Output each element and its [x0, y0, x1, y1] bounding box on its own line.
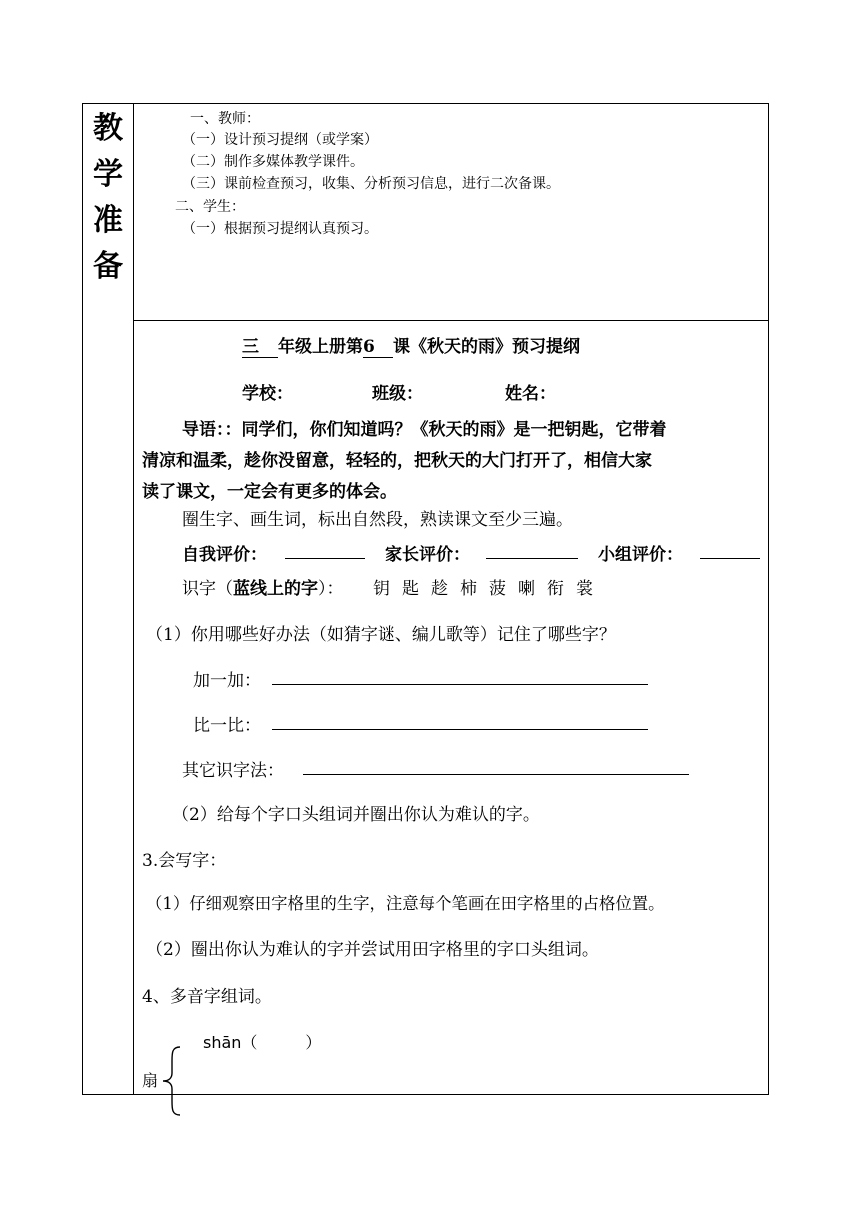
self-eval-blank [285, 558, 365, 559]
write-question-2: （2）圈出你认为难认的字并尝试用田字格里的字口头组词。 [146, 940, 599, 960]
char-item: 趁 [431, 579, 448, 599]
side-label-char: 准 [93, 203, 123, 238]
outline-title [242, 332, 580, 358]
question-1: （1）你用哪些好办法（如猜字谜、编儿歌等）记住了哪些字？ [146, 625, 616, 645]
method-add-blank [272, 684, 648, 685]
char-item: 钥 [373, 579, 390, 599]
teacher-item: （三）课前检查预习，收集、分析预习信息，进行二次备课。 [182, 176, 560, 192]
char-item: 喇 [518, 579, 535, 599]
recognize-prefix: 识字（ [182, 579, 233, 599]
brace-icon [160, 1045, 186, 1117]
char-item: 菠 [489, 579, 506, 599]
teacher-item: （二）制作多媒体教学课件。 [182, 154, 364, 170]
table-border-top [82, 103, 769, 104]
char-item: 裳 [576, 579, 593, 599]
name-label: 姓名： [505, 384, 556, 404]
intro-line: 导语：：同学们，你们知道吗？《秋天的雨》是一把钥匙，它带着 [182, 420, 667, 440]
polyphone-heading: 4、多音字组词。 [142, 987, 272, 1007]
intro-line: 清凉和温柔，趁你没留意，轻轻的，把秋天的大门打开了，相信大家 [142, 451, 652, 471]
recognize-chars [373, 574, 605, 599]
side-label [92, 106, 124, 290]
side-label-char: 学 [93, 157, 123, 192]
write-heading: 3.会写字： [142, 851, 227, 871]
teacher-item: （一）设计预习提纲（或学案） [182, 132, 378, 148]
parent-eval-blank [486, 558, 578, 559]
self-eval-label: 自我评价： [182, 545, 267, 565]
recognize-suffix: ）： [318, 579, 344, 599]
parent-eval-label: 家长评价： [385, 545, 470, 565]
side-label-char: 教 [93, 111, 123, 146]
class-label: 班级： [372, 384, 423, 404]
intro-line: 读了课文，一定会有更多的体会。 [142, 482, 397, 502]
table-row-divider [133, 320, 769, 321]
char-item: 衔 [547, 579, 564, 599]
method-other-blank [303, 774, 689, 775]
polyphone-reading: shān（ ） [203, 1033, 322, 1052]
side-label-char: 备 [93, 249, 123, 284]
student-item: （一）根据预习提纲认真预习。 [182, 221, 378, 237]
method-add-label: 加一加： [193, 671, 261, 691]
student-heading: 二、学生： [175, 199, 245, 215]
table-border-right [768, 103, 769, 1095]
title-end: 课《秋天的雨》预习提纲 [393, 337, 580, 357]
write-question-1: （1）仔细观察田字格里的生字，注意每个笔画在田字格里的占格位置。 [146, 894, 665, 913]
teacher-heading: 一、教师： [190, 111, 260, 127]
title-lesson: 6 [363, 337, 393, 358]
group-eval-blank [700, 558, 760, 559]
char-item: 柿 [460, 579, 477, 599]
question-2: （2）给每个字口头组词并圈出你认为难认的字。 [172, 805, 540, 825]
school-label: 学校： [242, 384, 293, 404]
recognize-line [182, 574, 344, 599]
group-eval-label: 小组评价： [598, 545, 683, 565]
char-item: 匙 [402, 579, 419, 599]
method-other-label: 其它识字法： [182, 761, 284, 781]
title-grade: 三 [242, 332, 278, 358]
title-mid: 年级上册第 [278, 337, 363, 357]
method-compare-blank [272, 729, 648, 730]
method-compare-label: 比一比： [193, 716, 261, 736]
table-border-left [82, 103, 83, 1095]
table-column-divider [133, 103, 134, 1095]
polyphone-char: 扇 [142, 1071, 159, 1090]
task-line: 圈生字、画生词，标出自然段，熟读课文至少三遍。 [182, 510, 573, 530]
recognize-bold: 蓝线上的字 [233, 579, 318, 599]
